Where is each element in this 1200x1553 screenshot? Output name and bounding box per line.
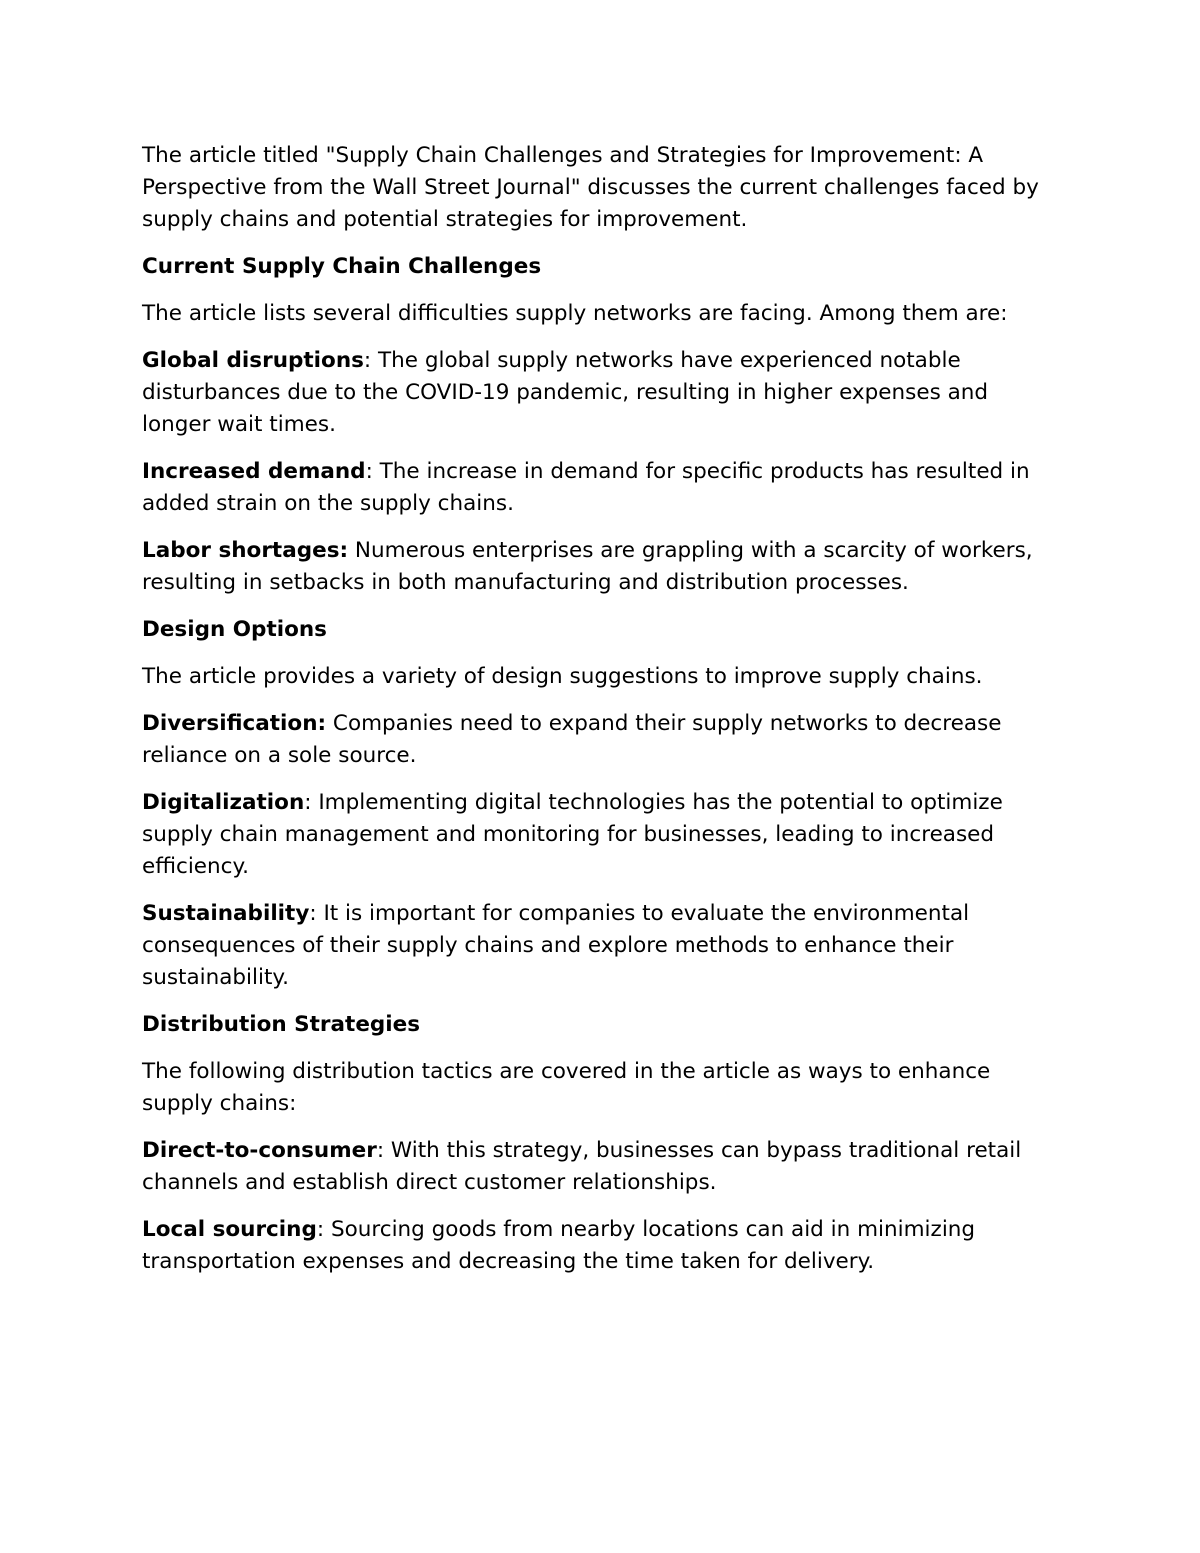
section-lead-distribution: The following distribution tactics are covered in the article as ways to enhance supply chains:	[142, 1059, 991, 1116]
item-text: Numerous enterprises are grappling with a scarcity of workers, resulting in setbacks in both manufacturing and distribution processes.	[142, 538, 1033, 595]
item-text: The increase in demand for specific products has resulted in added strain on the supply chains.	[142, 459, 1030, 516]
document-page	[142, 140, 1062, 1293]
item-text: Companies need to expand their supply networks to decrease reliance on a sole source.	[142, 711, 1002, 768]
item-separator: :	[304, 790, 312, 815]
item-sustainability	[142, 898, 1062, 994]
item-increased-demand	[142, 456, 1062, 520]
item-term: Direct-to-consumer	[142, 1138, 377, 1163]
section-lead-design: The article provides a variety of design suggestions to improve supply chains.	[142, 664, 983, 689]
item-text: Sourcing goods from nearby locations can aid in minimizing transportation expenses and decreasing the time taken for delivery.	[142, 1217, 976, 1274]
item-separator: :	[365, 459, 373, 484]
item-global-disruptions	[142, 345, 1062, 441]
item-term: Local sourcing	[142, 1217, 317, 1242]
item-separator: :	[363, 348, 372, 373]
item-direct-to-consumer	[142, 1135, 1062, 1199]
item-separator: :	[309, 901, 317, 926]
section-heading-challenges: Current Supply Chain Challenges	[142, 254, 542, 279]
item-local-sourcing	[142, 1214, 1062, 1278]
item-text: It is important for companies to evaluate the environmental consequences of their supply chains and explore methods to enhance their sustainability.	[142, 901, 970, 990]
intro-paragraph: The article titled "Supply Chain Challenges and Strategies for Improvement: A Perspective from the Wall Street Journal" discusses the current challenges faced by supply chains and potential strategies for improvement.	[142, 143, 1039, 232]
item-separator: :	[376, 1138, 385, 1163]
item-text: Implementing digital technologies has the potential to optimize supply chain management and monitoring for businesses, leading to increased efficiency.	[142, 790, 1003, 879]
item-term: Labor shortages:	[142, 538, 349, 563]
item-text: With this strategy, businesses can bypass traditional retail channels and establish direct customer relationships.	[142, 1138, 1022, 1195]
item-diversification	[142, 708, 1062, 772]
item-digitalization	[142, 787, 1062, 883]
item-term: Diversification:	[142, 711, 327, 736]
section-lead-challenges: The article lists several difficulties supply networks are facing. Among them are:	[142, 301, 1008, 326]
section-heading-design: Design Options	[142, 617, 327, 642]
item-labor-shortages	[142, 535, 1062, 599]
section-heading-distribution: Distribution Strategies	[142, 1012, 421, 1037]
item-term: Digitalization	[142, 790, 305, 815]
item-separator: :	[316, 1217, 325, 1242]
item-term: Increased demand	[142, 459, 366, 484]
item-text: The global supply networks have experienced notable disturbances due to the COVID-19 pandemic, resulting in higher expenses and longer wait times.	[142, 348, 989, 437]
item-term: Sustainability	[142, 901, 310, 926]
item-term: Global disruptions	[142, 348, 364, 373]
